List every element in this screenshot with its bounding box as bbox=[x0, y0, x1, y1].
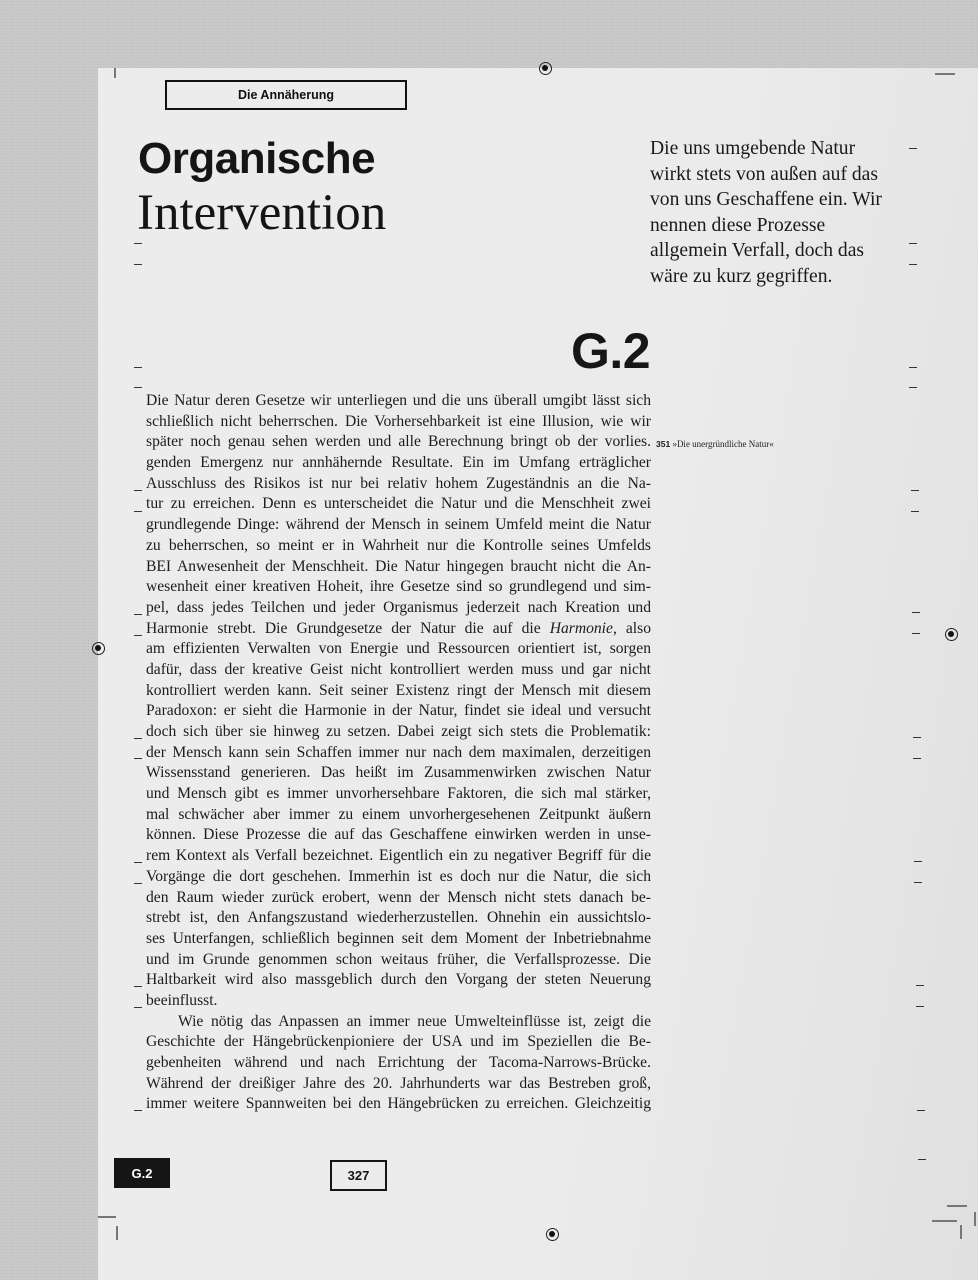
text-line: Ausschluss des Risikos ist nur bei relativ hohem Zugeständnis an die Na- bbox=[146, 474, 651, 492]
text-line: strebt ist, den Anfangszustand wiederherzustellen. Ohnehin ein aussichtslo- bbox=[146, 909, 651, 927]
line-tick-icon bbox=[134, 862, 142, 863]
section-label: Die Annäherung bbox=[165, 80, 407, 110]
text-line: zu beherrschen, so meint er in Wahrheit nur die Kontrolle seines Umfelds bbox=[146, 536, 651, 554]
line-tick-icon bbox=[134, 243, 142, 244]
footer-chapter-badge: G.2 bbox=[114, 1158, 170, 1188]
line-tick-icon bbox=[134, 1110, 142, 1111]
text-line: Die Natur deren Gesetze wir unterliegen und die uns überall umgibt lässt sich bbox=[146, 392, 651, 409]
line-tick-icon bbox=[917, 1110, 925, 1111]
text-line: immer weitere Spannweiten bei den Hängebrücken zu erreichen. Gleichzeitig bbox=[146, 1095, 651, 1113]
text-line: pel, dass jedes Teilchen und jeder Organismus jederzeit nach Kreation und bbox=[146, 598, 651, 616]
crop-mark-icon bbox=[932, 1220, 957, 1222]
text-line: dafür, dass der kreative Geist nicht kontrolliert werden muss und gar nicht bbox=[146, 660, 651, 678]
text-line-with-italic bbox=[146, 619, 651, 640]
line-tick-icon bbox=[911, 511, 919, 512]
text-line: Vorgänge die dort geschehen. Immerhin ist es doch nur die Natur, die sich bbox=[146, 867, 651, 885]
line-tick-icon bbox=[911, 490, 919, 491]
registration-mark-left-icon bbox=[92, 642, 105, 655]
text-line: grundlegende Dinge: während der Mensch in seinem Umfeld meint die Natur bbox=[146, 516, 651, 534]
registration-mark-bottom-icon bbox=[546, 1228, 559, 1241]
text-line: Während der dreißiger Jahre des 20. Jahrhunderts war das Bestreben groß, bbox=[146, 1074, 651, 1092]
text-line: gebenheiten während und nach Errichtung der Tacoma-Narrows-Brücke. bbox=[146, 1054, 651, 1071]
line-tick-icon bbox=[914, 882, 922, 883]
line-tick-icon bbox=[913, 758, 921, 759]
text-line: Paradoxon: er sieht die Harmonie in der Natur, findet sie ideal und versucht bbox=[146, 702, 651, 720]
line-tick-icon bbox=[134, 511, 142, 512]
text-line: Geschichte der Hängebrückenpioniere der USA und im Speziellen die Be- bbox=[146, 1033, 651, 1051]
body-text bbox=[146, 391, 651, 1115]
text-line: tur zu erreichen. Denn es unterscheidet die Natur und die Menschheit zwei bbox=[146, 495, 651, 513]
text-line: der Mensch kann sein Schaffen immer nur nach dem maximalen, derzeitigen bbox=[146, 743, 651, 761]
text-line: doch sich über sie hinweg zu setzen. Dabei zeigt sich stets die Problematik: bbox=[146, 723, 651, 740]
chapter-heading: G.2 bbox=[571, 323, 651, 379]
paragraph-1 bbox=[146, 391, 651, 1012]
line-tick-icon bbox=[914, 861, 922, 862]
text-line: schließlich nicht beherrschen. Die Vorhersehbarkeit ist eine Illusion, wie wir bbox=[146, 412, 651, 430]
line-tick-icon bbox=[909, 367, 917, 368]
text-line: Wissensstand generieren. Das heißt im Zusammenwirken zwischen Natur bbox=[146, 764, 651, 782]
text-line: Haltbarkeit wird also massgeblich durch den Vorgang der steten Neuerung bbox=[146, 971, 651, 989]
crop-mark-icon bbox=[114, 68, 116, 78]
line-tick-icon bbox=[134, 635, 142, 636]
text-line: beeinflusst. bbox=[146, 991, 218, 1009]
line-tick-icon bbox=[134, 367, 142, 368]
crop-mark-icon bbox=[960, 1225, 962, 1239]
line-tick-icon bbox=[134, 883, 142, 884]
text-line: wesenheit einer kreativen Hoheit, ihre Gesetze sind so grundlegend und sim- bbox=[146, 578, 651, 596]
text-line: kontrolliert werden kann. Seit seiner Existenz ringt der Mensch mit diesem bbox=[146, 681, 651, 699]
line-tick-icon bbox=[134, 986, 142, 987]
line-tick-icon bbox=[909, 243, 917, 244]
text-line: BEI Anwesenheit der Menschheit. Die Natur hingegen braucht nicht die An- bbox=[146, 557, 651, 575]
line-tick-icon bbox=[134, 738, 142, 739]
line-tick-icon bbox=[912, 633, 920, 634]
text-line: später noch genau sehen werden und alle Berechnung bringt ob der vorlies. bbox=[146, 433, 651, 451]
crop-mark-icon bbox=[98, 1216, 116, 1218]
margin-note bbox=[656, 439, 774, 449]
line-tick-icon bbox=[909, 148, 917, 149]
line-tick-icon bbox=[909, 264, 917, 265]
text-line: rem Kontext als Verfall bezeichnet. Eigentlich ein zu negativer Begriff für die bbox=[146, 847, 651, 865]
crop-mark-icon bbox=[974, 1212, 976, 1226]
title-line-1: Organische bbox=[138, 134, 376, 183]
crop-mark-icon bbox=[947, 1205, 967, 1207]
text-line: den Raum wieder zurück erobert, wenn der Mensch nicht stets danach be- bbox=[146, 888, 651, 906]
line-tick-icon bbox=[916, 1006, 924, 1007]
line-tick-icon bbox=[909, 387, 917, 388]
registration-mark-top-icon bbox=[539, 62, 552, 75]
title-line-2: Intervention bbox=[137, 185, 387, 241]
paragraph-2 bbox=[146, 1012, 651, 1115]
line-tick-icon bbox=[918, 1159, 926, 1160]
text-line: und im Grunde genommen schon weitaus früher, die Verfallsprozesse. Die bbox=[146, 950, 651, 968]
italic-emphasis: Harmonie bbox=[549, 619, 613, 637]
text-line: Wie nötig das Anpassen an immer neue Umwelteinflüsse ist, zeigt die bbox=[178, 1012, 651, 1030]
line-tick-icon bbox=[134, 264, 142, 265]
line-tick-icon bbox=[134, 387, 142, 388]
crop-mark-icon bbox=[116, 1226, 118, 1240]
text-segment: Harmonie strebt. Die Grundgesetze der Natur die auf die bbox=[146, 619, 541, 637]
line-tick-icon bbox=[134, 758, 142, 759]
text-segment: , also bbox=[612, 619, 651, 637]
line-tick-icon bbox=[913, 737, 921, 738]
crop-mark-icon bbox=[935, 73, 955, 75]
page-number: 327 bbox=[330, 1160, 387, 1191]
text-line: und Mensch gibt es immer unvorhersehbare Faktoren, die sich mal stärker, bbox=[146, 785, 651, 803]
intro-text: Die uns umgebende Natur wirkt stets von außen auf das von uns Geschaffene ein. Wir nennen diese Prozesse allgemein Verfall, doch das wäre zu kurz gegriffen. bbox=[650, 138, 882, 287]
line-tick-icon bbox=[134, 614, 142, 615]
registration-mark-right-icon bbox=[945, 628, 958, 641]
line-tick-icon bbox=[134, 1007, 142, 1008]
text-line: genden Emergenz nur annhähernde Resultate. Ein im Umfang erträglicher bbox=[146, 454, 651, 472]
text-line: mal schwächer aber immer zu einem unvorhergesehenen Zeitpunkt äußern bbox=[146, 805, 651, 823]
line-tick-icon bbox=[912, 612, 920, 613]
line-tick-icon bbox=[916, 985, 924, 986]
margin-note-text: »Die unergründliche Natur« bbox=[672, 439, 774, 449]
text-line: am effizienten Verwalten von Energie und Ressourcen orientiert ist, sorgen bbox=[146, 640, 651, 658]
text-line: können. Diese Prozesse die auf das Geschaffene einwirken werden in unse- bbox=[146, 826, 651, 844]
margin-note-number: 351 bbox=[656, 439, 671, 449]
text-line: ses Unterfangen, schließlich beginnen seit dem Moment der Inbetriebnahme bbox=[146, 929, 651, 947]
line-tick-icon bbox=[134, 490, 142, 491]
